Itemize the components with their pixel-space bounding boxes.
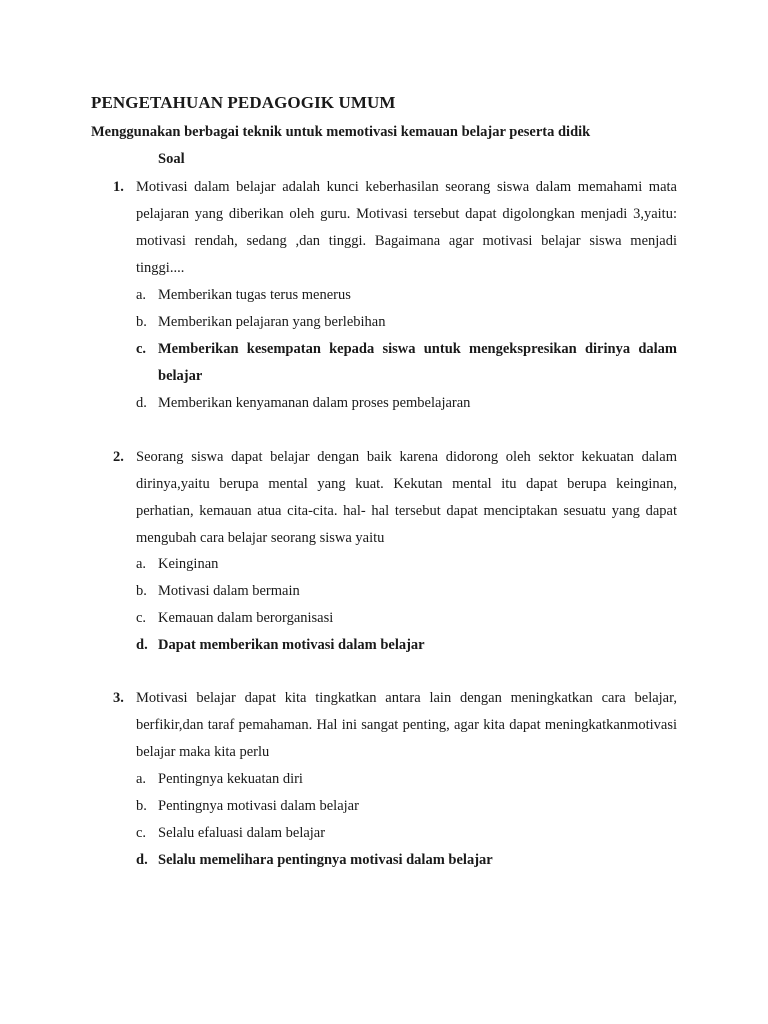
page-subtitle: Menggunakan berbagai teknik untuk memotivasi kemauan belajar peserta didik (91, 124, 591, 140)
option-text-correct: Dapat memberikan motivasi dalam belajar (158, 637, 425, 653)
option-2b (0, 578, 768, 605)
question-number: 3. (113, 690, 124, 706)
option-1a (0, 282, 768, 309)
option-text: Motivasi dalam bermain (158, 583, 300, 599)
option-text: Kemauan dalam berorganisasi (158, 610, 334, 626)
option-1c (0, 336, 768, 390)
option-letter: d. (136, 637, 148, 653)
option-letter: a. (136, 287, 147, 303)
soal-label: Soal (158, 151, 185, 167)
question-text: Motivasi belajar dapat kita tingkatkan antara lain dengan meningkatkan cara belajar, berfikir,dan taraf pemahaman. Hal ini sangat penting, agar kita dapat meningkatkanmotivasi belajar maka kita perlu (136, 690, 677, 760)
question-number: 2. (113, 449, 124, 465)
option-letter: c. (136, 341, 147, 357)
option-text-correct: Memberikan kesempatan kepada siswa untuk mengekspresikan dirinya dalam belajar (158, 341, 677, 384)
option-2d (0, 632, 768, 659)
option-3b (0, 793, 768, 820)
option-2a (0, 551, 768, 578)
option-letter: d. (136, 395, 147, 411)
option-text: Keinginan (158, 556, 219, 572)
option-letter: c. (136, 610, 147, 626)
option-letter: b. (136, 314, 147, 330)
question-text: Motivasi dalam belajar adalah kunci keberhasilan seorang siswa dalam memahami mata pelajaran yang diberikan oleh guru. Motivasi tersebut dapat digolongkan menjadi 3,yaitu: motivasi rendah, sedang ,dan tinggi. Bagaimana agar motivasi belajar siswa menjadi tinggi.... (136, 179, 677, 276)
option-text: Memberikan tugas terus menerus (158, 287, 351, 303)
option-1b (0, 309, 768, 336)
option-letter: b. (136, 583, 147, 599)
option-letter: d. (136, 852, 148, 868)
option-text: Selalu efaluasi dalam belajar (158, 825, 326, 841)
option-1d (0, 390, 768, 417)
page-title: PENGETAHUAN PEDAGOGIK UMUM (91, 93, 396, 112)
option-letter: b. (136, 798, 147, 814)
option-3a (0, 766, 768, 793)
option-letter: a. (136, 771, 147, 787)
option-3d (0, 847, 768, 874)
option-2c (0, 605, 768, 632)
option-text: Pentingnya motivasi dalam belajar (158, 798, 359, 814)
option-text: Memberikan kenyamanan dalam proses pembelajaran (158, 395, 471, 411)
option-letter: a. (136, 556, 147, 572)
option-text: Memberikan pelajaran yang berlebihan (158, 314, 386, 330)
option-3c (0, 820, 768, 847)
question-text: Seorang siswa dapat belajar dengan baik karena didorong oleh sektor kekuatan dalam dirinya,yaitu berupa mental yang kuat. Kekutan mental itu dapat berupa keinginan, perhatian, kemauan atua cita-cita. hal- hal tersebut dapat menciptakan sesuatu yang dapat mengubah cara belajar seorang siswa yaitu (136, 449, 677, 546)
option-letter: c. (136, 825, 147, 841)
question-number: 1. (113, 179, 124, 195)
option-text: Pentingnya kekuatan diri (158, 771, 303, 787)
option-text-correct: Selalu memelihara pentingnya motivasi dalam belajar (158, 852, 493, 868)
